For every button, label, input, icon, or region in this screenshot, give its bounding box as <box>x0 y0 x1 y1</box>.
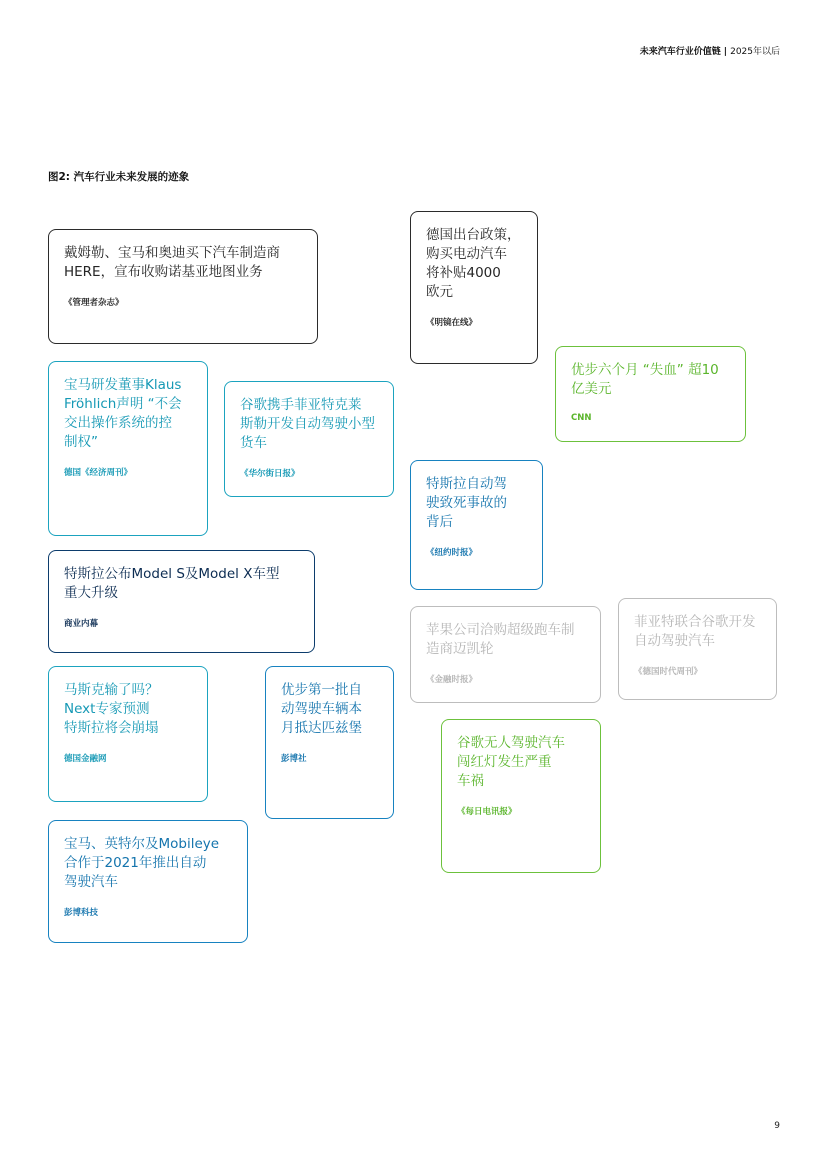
headline-text: 菲亚特联合谷歌开发 自动驾驶汽车 <box>634 614 756 649</box>
running-header <box>640 44 780 57</box>
figure-title: 图2: 汽车行业未来发展的迹象 <box>48 171 190 183</box>
headline-card-daimler-bmw-audi-here <box>48 229 318 344</box>
headline-source: 彭博社 <box>281 754 307 764</box>
headline-card-google-fca-minivan <box>224 381 394 497</box>
headline-card-musk-tesla-collapse <box>48 666 208 802</box>
headline-card-uber-pittsburgh <box>265 666 394 819</box>
page-number: 9 <box>774 1121 780 1131</box>
headline-source: 《金融时报》 <box>426 675 478 685</box>
headline-card-tesla-fatal-crash <box>410 460 543 590</box>
headline-text: 优步第一批自 动驾驶车辆本 月抵达匹兹堡 <box>281 682 362 736</box>
headline-text: 谷歌携手菲亚特克莱 斯勒开发自动驾驶小型 货车 <box>240 397 375 451</box>
headline-source: 《明镜在线》 <box>426 318 478 328</box>
headline-text: 宝马研发董事Klaus Fröhlich声明 “不会 交出操作系统的控 制权” <box>64 377 182 450</box>
headline-card-uber-loss <box>555 346 746 442</box>
headline-source: 德国金融网 <box>64 754 107 764</box>
headline-source: 《华尔街日报》 <box>240 469 300 479</box>
headline-text: 特斯拉自动驾 驶致死事故的 背后 <box>426 476 507 530</box>
headline-text: 谷歌无人驾驶汽车 闯红灯发生严重 车祸 <box>457 735 565 789</box>
headline-text: 苹果公司洽购超级跑车制 造商迈凯轮 <box>426 622 575 657</box>
headline-source: 《每日电讯报》 <box>457 807 517 817</box>
headline-card-apple-mclaren <box>410 606 601 703</box>
headline-card-bmw-intel-mobileye <box>48 820 248 943</box>
headline-source: 彭博科技 <box>64 908 99 918</box>
headline-card-google-red-light-crash <box>441 719 601 873</box>
headline-text: 优步六个月 “失血” 超10 亿美元 <box>571 362 719 397</box>
headline-source: 德国《经济周刊》 <box>64 468 133 478</box>
headline-card-tesla-model-upgrade <box>48 550 315 653</box>
header-subtitle: 2025年以后 <box>730 47 780 57</box>
headline-text: 特斯拉公布Model S及Model X车型 重大升级 <box>64 566 280 601</box>
headline-card-germany-ev-subsidy <box>410 211 538 364</box>
headline-text: 宝马、英特尔及Mobileye 合作于2021年推出自动 驾驶汽车 <box>64 836 220 890</box>
headline-source: 《纽约时报》 <box>426 548 478 558</box>
headline-text: 戴姆勒、宝马和奥迪买下汽车制造商 HERE，宣布收购诺基亚地图业务 <box>64 245 280 280</box>
headline-source: 《德国时代周刊》 <box>634 667 703 677</box>
headline-card-fiat-google <box>618 598 777 700</box>
headline-card-bmw-os-control <box>48 361 208 536</box>
header-title: 未来汽车行业价值链 <box>639 47 721 57</box>
headline-source: 商业内幕 <box>64 619 99 629</box>
header-separator: | <box>723 47 728 57</box>
headline-text: 德国出台政策， 购买电动汽车 将补贴4000 欧元 <box>426 227 521 300</box>
headline-text: 马斯克输了吗？ Next专家预测 特斯拉将会崩塌 <box>64 682 159 736</box>
headline-source: 《管理者杂志》 <box>64 298 124 308</box>
headline-source: CNN <box>571 413 592 423</box>
